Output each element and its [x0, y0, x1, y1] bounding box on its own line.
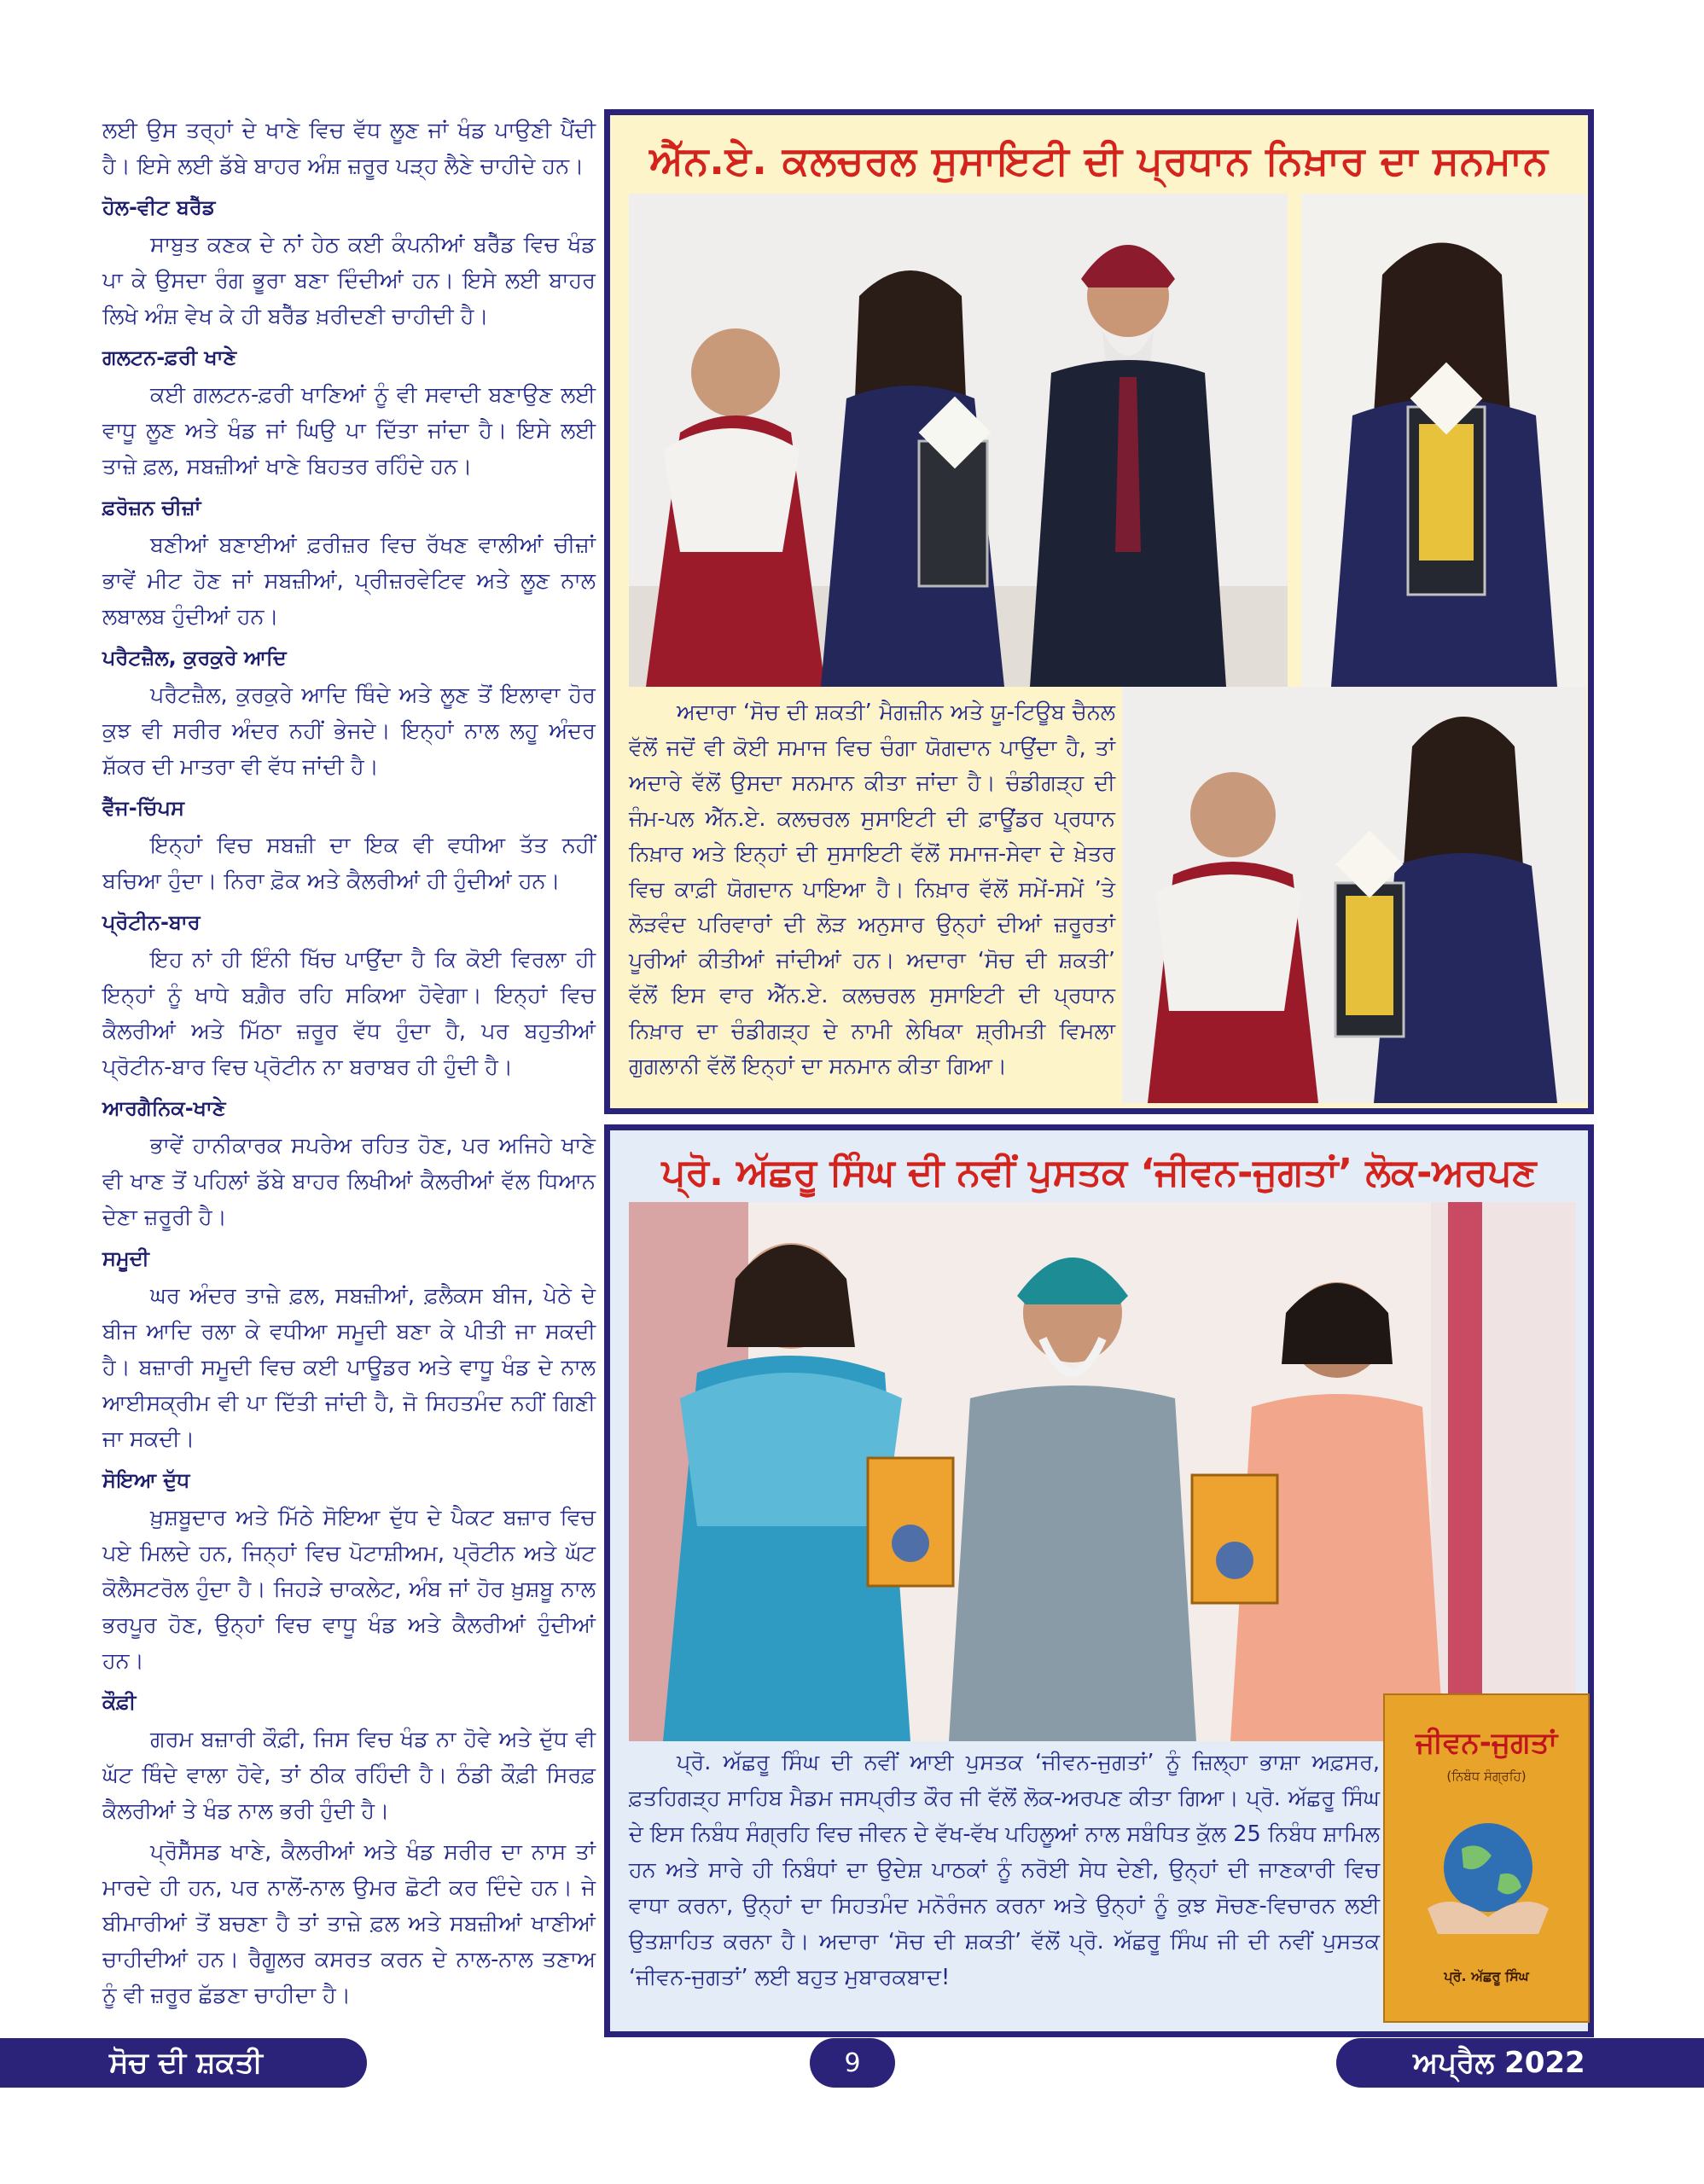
section-text: ਖ਼ੁਸ਼ਬੂਦਾਰ ਅਤੇ ਮਿੱਠੇ ਸੋਇਆ ਦੁੱਧ ਦੇ ਪੈਕਟ ਬਜ਼ਾਰ ਵਿਚ ਪਏ ਮਿਲਦੇ ਹਨ, ਜਿਨ੍ਹਾਂ ਵਿਚ ਪੋਟਾਸ਼ੀਅਮ, ਪ੍ਰੋਟੀਨ ਅਤੇ ਘੱਟ ਕੋਲੈਸਟਰੋਲ ਹੁੰਦਾ ਹੈ। ਜਿਹੜੇ ਚਾਕਲੇਟ, ਅੰਬ ਜਾਂ ਹੋਰ ਖ਼ੁਸ਼ਬੂ ਨਾਲ ਭਰਪੂਰ ਹੋਣ, ਉਨ੍ਹਾਂ ਵਿਚ ਵਾਧੂ ਖੰਡ ਅਤੇ ਕੈਲਰੀਆਂ ਹੁੰਦੀਆਂ ਹਨ। — [102, 1505, 596, 1674]
article-body: ਪ੍ਰੋ. ਅੱਛਰੂ ਸਿੰਘ ਦੀ ਨਵੀਂ ਆਈ ਪੁਸਤਕ ‘ਜੀਵਨ-ਜੁਗਤਾਂ’ ਨੂੰ ਜ਼ਿਲ੍ਹਾ ਭਾਸ਼ਾ ਅਫ਼ਸਰ, ਫ਼ਤਹਿਗੜ੍ਹ ਸਾਹਿਬ ਮੈਡਮ ਜਸਪ੍ਰੀਤ ਕੌਰ ਜੀ ਵੱਲੋਂ ਲੋਕ-ਅਰਪਣ ਕੀਤਾ ਗਿਆ। ਪ੍ਰੋ. ਅੱਛਰੂ ਸਿੰਘ ਦੇ ਇਸ ਨਿਬੰਧ ਸੰਗ੍ਰਹਿ ਵਿਚ ਜੀਵਨ ਦੇ ਵੱਖ-ਵੱਖ ਪਹਿਲੂਆਂ ਨਾਲ ਸਬੰਧਿਤ ਕੁੱਲ 25 ਨਿਬੰਧ ਸ਼ਾਮਿਲ ਹਨ ਅਤੇ ਸਾਰੇ ਹੀ ਨਿਬੰਧਾਂ ਦਾ ਉਦੇਸ਼ ਪਾਠਕਾਂ ਨੂੰ ਨਰੋਈ ਸੇਧ ਦੇਣੀ, ਉਨ੍ਹਾਂ ਦੀ ਜਾਣਕਾਰੀ ਵਿਚ ਵਾਧਾ ਕਰਨਾ, ਉਨ੍ਹਾਂ ਦਾ ਸਿਹਤਮੰਦ ਮਨੋਰੰਜਨ ਕਰਨਾ ਅਤੇ ਉਨ੍ਹਾਂ ਨੂੰ ਕੁਝ ਸੋਚਣ-ਵਿਚਾਰਨ ਲਈ ਉਤਸ਼ਾਹਿਤ ਕਰਨਾ ਹੈ। ਅਦਾਰਾ ‘ਸੋਚ ਦੀ ਸ਼ਕਤੀ’ ਵੱਲੋਂ ਪ੍ਰੋ. ਅੱਛਰੂ ਸਿੰਘ ਜੀ ਦੀ ਨਵੀਂ ਪੁਸਤਕ ‘ਜੀਵਨ-ਜੁਗਤਾਂ’ ਲਈ ਬਹੁਤ ਮੁਬਾਰਕਬਾਦ! — [629, 1750, 1380, 1990]
footer-page-number: 9 — [810, 2038, 895, 2088]
section-text: ਕਈ ਗਲਟਨ-ਫ਼ਰੀ ਖਾਣਿਆਂ ਨੂੰ ਵੀ ਸਵਾਦੀ ਬਣਾਉਣ ਲਈ ਵਾਧੂ ਲੂਣ ਅਤੇ ਖੰਡ ਜਾਂ ਘਿਉ ਪਾ ਦਿੱਤਾ ਜਾਂਦਾ ਹੈ। ਇਸੇ ਲਈ ਤਾਜ਼ੇ ਫ਼ਲ, ਸਬਜ਼ੀਆਂ ਖਾਣੇ ਬਿਹਤਰ ਰਹਿੰਦੇ ਹਨ। — [102, 382, 596, 479]
section-text: ਬਣੀਆਂ ਬਣਾਈਆਂ ਫ਼ਰੀਜ਼ਰ ਵਿਚ ਰੱਖਣ ਵਾਲੀਆਂ ਚੀਜ਼ਾਂ ਭਾਵੇਂ ਮੀਟ ਹੋਣ ਜਾਂ ਸਬਜ਼ੀਆਂ, ਪ੍ਰੀਜ਼ਰਵੇਟਿਵ ਅਤੇ ਲੂਣ ਨਾਲ ਲਬਾਲਬ ਹੁੰਦੀਆਂ ਹਨ। — [102, 532, 596, 630]
section-text: ਪਰੈਟਜ਼ੈਲ, ਕੁਰਕੁਰੇ ਆਦਿ ਥਿੰਦੇ ਅਤੇ ਲੂਣ ਤੋਂ ਇਲਾਵਾ ਹੋਰ ਕੁਝ ਵੀ ਸਰੀਰ ਅੰਦਰ ਨਹੀਂ ਭੇਜਦੇ। ਇਨ੍ਹਾਂ ਨਾਲ ਲਹੂ ਅੰਦਰ ਸ਼ੱਕਰ ਦੀ ਮਾਤਰਾ ਵੀ ਵੱਧ ਜਾਂਦੀ ਹੈ। — [102, 682, 596, 780]
article-body: ਅਦਾਰਾ ‘ਸੋਚ ਦੀ ਸ਼ਕਤੀ’ ਮੈਗਜ਼ੀਨ ਅਤੇ ਯੂ-ਟਿਊਬ ਚੈਨਲ ਵੱਲੋਂ ਜਦੋਂ ਵੀ ਕੋਈ ਸਮਾਜ ਵਿਚ ਚੰਗਾ ਯੋਗਦਾਨ ਪਾਉਂਦਾ ਹੈ, ਤਾਂ ਅਦਾਰੇ ਵੱਲੋਂ ਉਸਦਾ ਸਨਮਾਨ ਕੀਤਾ ਜਾਂਦਾ ਹੈ। ਚੰਡੀਗੜ੍ਹ ਦੀ ਜੰਮ-ਪਲ ਐੱਨ.ਏ. ਕਲਚਰਲ ਸੁਸਾਇਟੀ ਦੀ ਫ਼ਾਊਂਡਰ ਪ੍ਰਧਾਨ ਨਿਖ਼ਾਰ ਅਤੇ ਇਨ੍ਹਾਂ ਦੀ ਸੁਸਾਇਟੀ ਵੱਲੋਂ ਸਮਾਜ-ਸੇਵਾ ਦੇ ਖ਼ੇਤਰ ਵਿਚ ਕਾਫ਼ੀ ਯੋਗਦਾਨ ਪਾਇਆ ਹੈ। ਨਿਖ਼ਾਰ ਵੱਲੋਂ ਸਮੇਂ-ਸਮੇਂ ’ਤੇ ਲੋੜਵੰਦ ਪਰਿਵਾਰਾਂ ਦੀ ਲੋੜ ਅਨੁਸਾਰ ਉਨ੍ਹਾਂ ਦੀਆਂ ਜ਼ਰੂਰਤਾਂ ਪੂਰੀਆਂ ਕੀਤੀਆਂ ਜਾਂਦੀਆਂ ਹਨ। ਅਦਾਰਾ ‘ਸੋਚ ਦੀ ਸ਼ਕਤੀ’ ਵੱਲੋਂ ਇਸ ਵਾਰ ਐੱਨ.ਏ. ਕਲਚਰਲ ਸੁਸਾਇਟੀ ਦੀ ਪ੍ਰਧਾਨ ਨਿਖ਼ਾਰ ਦਾ ਚੰਡੀਗੜ੍ਹ ਦੇ ਨਾਮੀ ਲੇਖਿਕਾ ਸ਼੍ਰੀਮਤੀ ਵਿਮਲਾ ਗੁਗਲਾਨੀ ਵੱਲੋਂ ਇਨ੍ਹਾਂ ਦਾ ਸਨਮਾਨ ਕੀਤਾ ਗਿਆ। — [629, 700, 1115, 1079]
section-text: ਇਨ੍ਹਾਂ ਵਿਚ ਸਬਜ਼ੀ ਦਾ ਇਕ ਵੀ ਵਧੀਆ ਤੱਤ ਨਹੀਂ ਬਚਿਆ ਹੁੰਦਾ। ਨਿਰਾ ਫ਼ੋਕ ਅਤੇ ਕੈਲਰੀਆਂ ਹੀ ਹੁੰਦੀਆਂ ਹਨ। — [102, 833, 596, 894]
section-text: ਇਹ ਨਾਂ ਹੀ ਇੰਨੀ ਖਿੱਚ ਪਾਉਂਦਾ ਹੈ ਕਿ ਕੋਈ ਵਿਰਲਾ ਹੀ ਇਨ੍ਹਾਂ ਨੂੰ ਖਾਧੇ ਬਗ਼ੈਰ ਰਹਿ ਸਕਿਆ ਹੋਵੇਗਾ। ਇਨ੍ਹਾਂ ਵਿਚ ਕੈਲਰੀਆਂ ਅਤੇ ਮਿੱਠਾ ਜ਼ਰੂਰ ਵੱਧ ਹੁੰਦਾ ਹੈ, ਪਰ ਬਹੁਤੀਆਂ ਪ੍ਰੋਟੀਨ-ਬਾਰ ਵਿਚ ਪ੍ਰੋਟੀਨ ਨਾ ਬਰਾਬਰ ਹੀ ਹੁੰਦੀ ਹੈ। — [102, 947, 596, 1080]
book-cover-title: ਜੀਵਨ-ਜੁਗਤਾਂ — [1415, 1726, 1558, 1760]
footer-magazine-name: ਸੋਚ ਦੀ ਸ਼ਕਤੀ — [0, 2038, 367, 2088]
section-text: ਗਰਮ ਬਜ਼ਾਰੀ ਕੌਫ਼ੀ, ਜਿਸ ਵਿਚ ਖੰਡ ਨਾ ਹੋਵੇ ਅਤੇ ਦੁੱਧ ਵੀ ਘੱਟ ਥਿੰਦੇ ਵਾਲਾ ਹੋਵੇ, ਤਾਂ ਠੀਕ ਰਹਿੰਦੀ ਹੈ। ਠੰਡੀ ਕੌਫ਼ੀ ਸਿਰਫ਼ ਕੈਲਰੀਆਂ ਤੇ ਖੰਡ ਨਾਲ ਭਰੀ ਹੁੰਦੀ ਹੈ। — [102, 1727, 596, 1824]
photo-awardee-portrait — [1301, 194, 1586, 687]
article-honour-box — [604, 109, 1594, 1114]
section-heading: ਫ਼ਰੋਜ਼ਨ ਚੀਜ਼ਾਂ — [102, 496, 201, 520]
section-heading: ਕੌਫ਼ੀ — [102, 1690, 137, 1714]
section-heading: ਗਲਟਨ-ਫ਼ਰੀ ਖਾਣੇ — [102, 346, 237, 369]
section-text: ਘਰ ਅੰਦਰ ਤਾਜ਼ੇ ਫ਼ਲ, ਸਬਜ਼ੀਆਂ, ਫ਼ਲੈਕਸ ਬੀਜ, ਪੇਠੇ ਦੇ ਬੀਜ ਆਦਿ ਰਲਾ ਕੇ ਵਧੀਆ ਸਮੂਦੀ ਬਣਾ ਕੇ ਪੀਤੀ ਜਾ ਸਕਦੀ ਹੈ। ਬਜ਼ਾਰੀ ਸਮੂਦੀ ਵਿਚ ਕਈ ਪਾਊਡਰ ਅਤੇ ਵਾਧੂ ਖੰਡ ਦੇ ਨਾਲ ਆਈਸਕ੍ਰੀਮ ਵੀ ਪਾ ਦਿੱਤੀ ਜਾਂਦੀ ਹੈ, ਜੋ ਸਿਹਤਮੰਦ ਨਹੀਂ ਗਿਣੀ ਜਾ ਸਕਦੀ। — [102, 1283, 596, 1452]
book-cover-author: ਪ੍ਰੋ. ਅੱਛਰੂ ਸਿੰਘ — [1444, 1968, 1529, 1984]
section-heading: ਸਮੂਦੀ — [102, 1246, 149, 1270]
section-heading: ਆਰਗੈਨਿਕ-ਖਾਣੇ — [102, 1096, 226, 1120]
article-title: ਐੱਨ.ਏ. ਕਲਚਰਲ ਸੁਸਾਇਟੀ ਦੀ ਪ੍ਰਧਾਨ ਨਿਖ਼ਾਰ ਦਾ ਸਨਮਾਨ — [619, 122, 1579, 200]
photo-book-release — [629, 1202, 1576, 1741]
section-heading: ਹੋਲ-ਵੀਟ ਬਰੈੱਡ — [102, 195, 216, 219]
section-text: ਸਾਬੁਤ ਕਣਕ ਦੇ ਨਾਂ ਹੇਠ ਕਈ ਕੰਪਨੀਆਂ ਬਰੈੱਡ ਵਿਚ ਖੰਡ ਪਾ ਕੇ ਉਸਦਾ ਰੰਗ ਭੂਰਾ ਬਣਾ ਦਿੰਦੀਆਂ ਹਨ। ਇਸੇ ਲਈ ਬਾਹਰ ਲਿਖੇ ਅੰਸ਼ ਵੇਖ ਕੇ ਹੀ ਬਰੈੱਡ ਖ਼ਰੀਦਣੀ ਚਾਹੀਦੀ ਹੈ। — [102, 232, 596, 329]
photo-award-group — [629, 194, 1288, 687]
section-heading: ਵੈੱਜ-ਚਿੱਪਸ — [102, 796, 185, 820]
intro-paragraph: ਲਈ ਉਸ ਤਰ੍ਹਾਂ ਦੇ ਖਾਣੇ ਵਿਚ ਵੱਧ ਲੂਣ ਜਾਂ ਖੰਡ ਪਾਉਣੀ ਪੈਂਦੀ ਹੈ। ਇਸੇ ਲਈ ਡੱਬੇ ਬਾਹਰ ਅੰਸ਼ ਜ਼ਰੂਰ ਪੜ੍ਹ ਲੈਣੇ ਚਾਹੀਦੇ ਹਨ। — [102, 118, 596, 179]
photo-award-pair — [1122, 687, 1586, 1103]
book-cover-subtitle: (ਨਿਬੰਧ ਸੰਗ੍ਰਹਿ) — [1446, 1769, 1527, 1784]
section-heading: ਪ੍ਰੋਟੀਨ-ਬਾਰ — [102, 910, 201, 934]
globe-in-hands-icon — [1419, 1815, 1557, 1943]
section-heading: ਪਰੈਟਜ਼ੈਲ, ਕੁਰਕੁਰੇ ਆਦਿ — [102, 646, 287, 670]
closing-paragraph: ਪ੍ਰੋਸੈੱਸਡ ਖਾਣੇ, ਕੈਲਰੀਆਂ ਅਤੇ ਖੰਡ ਸਰੀਰ ਦਾ ਨਾਸ ਤਾਂ ਮਾਰਦੇ ਹੀ ਹਨ, ਪਰ ਨਾਲੋਂ-ਨਾਲ ਉਮਰ ਛੋਟੀ ਕਰ ਦਿੰਦੇ ਹਨ। ਜੇ ਬੀਮਾਰੀਆਂ ਤੋਂ ਬਚਣਾ ਹੈ ਤਾਂ ਤਾਜ਼ੇ ਫ਼ਲ ਅਤੇ ਸਬਜ਼ੀਆਂ ਖਾਣੀਆਂ ਚਾਹੀਦੀਆਂ ਹਨ। ਰੈਗੂਲਰ ਕਸਰਤ ਕਰਨ ਦੇ ਨਾਲ-ਨਾਲ ਤਣਾਅ ਨੂੰ ਵੀ ਜ਼ਰੂਰ ਛੱਡਣਾ ਚਾਹੀਦਾ ਹੈ। — [102, 1839, 596, 2008]
section-text: ਭਾਵੇਂ ਹਾਨੀਕਾਰਕ ਸਪਰੇਅ ਰਹਿਤ ਹੋਣ, ਪਰ ਅਜਿਹੇ ਖਾਣੇ ਵੀ ਖਾਣ ਤੋਂ ਪਹਿਲਾਂ ਡੱਬੇ ਬਾਹਰ ਲਿਖੀਆਂ ਕੈਲਰੀਆਂ ਵੱਲ ਧਿਆਨ ਦੇਣਾ ਜ਼ਰੂਰੀ ਹੈ। — [102, 1133, 596, 1230]
book-release-box — [604, 1124, 1594, 2037]
article-title: ਪ੍ਰੋ. ਅੱਛਰੂ ਸਿੰਘ ਦੀ ਨਵੀਂ ਪੁਸਤਕ ‘ਜੀਵਨ-ਜੁਗਤਾਂ’ ਲੋਕ-ਅਰਪਣ — [661, 1150, 1537, 1194]
left-column-article — [102, 113, 596, 2018]
footer-issue-date: ਅਪ੍ਰੈਲ 2022 — [1336, 2038, 1704, 2088]
section-heading: ਸੋਇਆ ਦੁੱਧ — [102, 1468, 190, 1492]
book-cover — [1383, 1693, 1590, 2023]
